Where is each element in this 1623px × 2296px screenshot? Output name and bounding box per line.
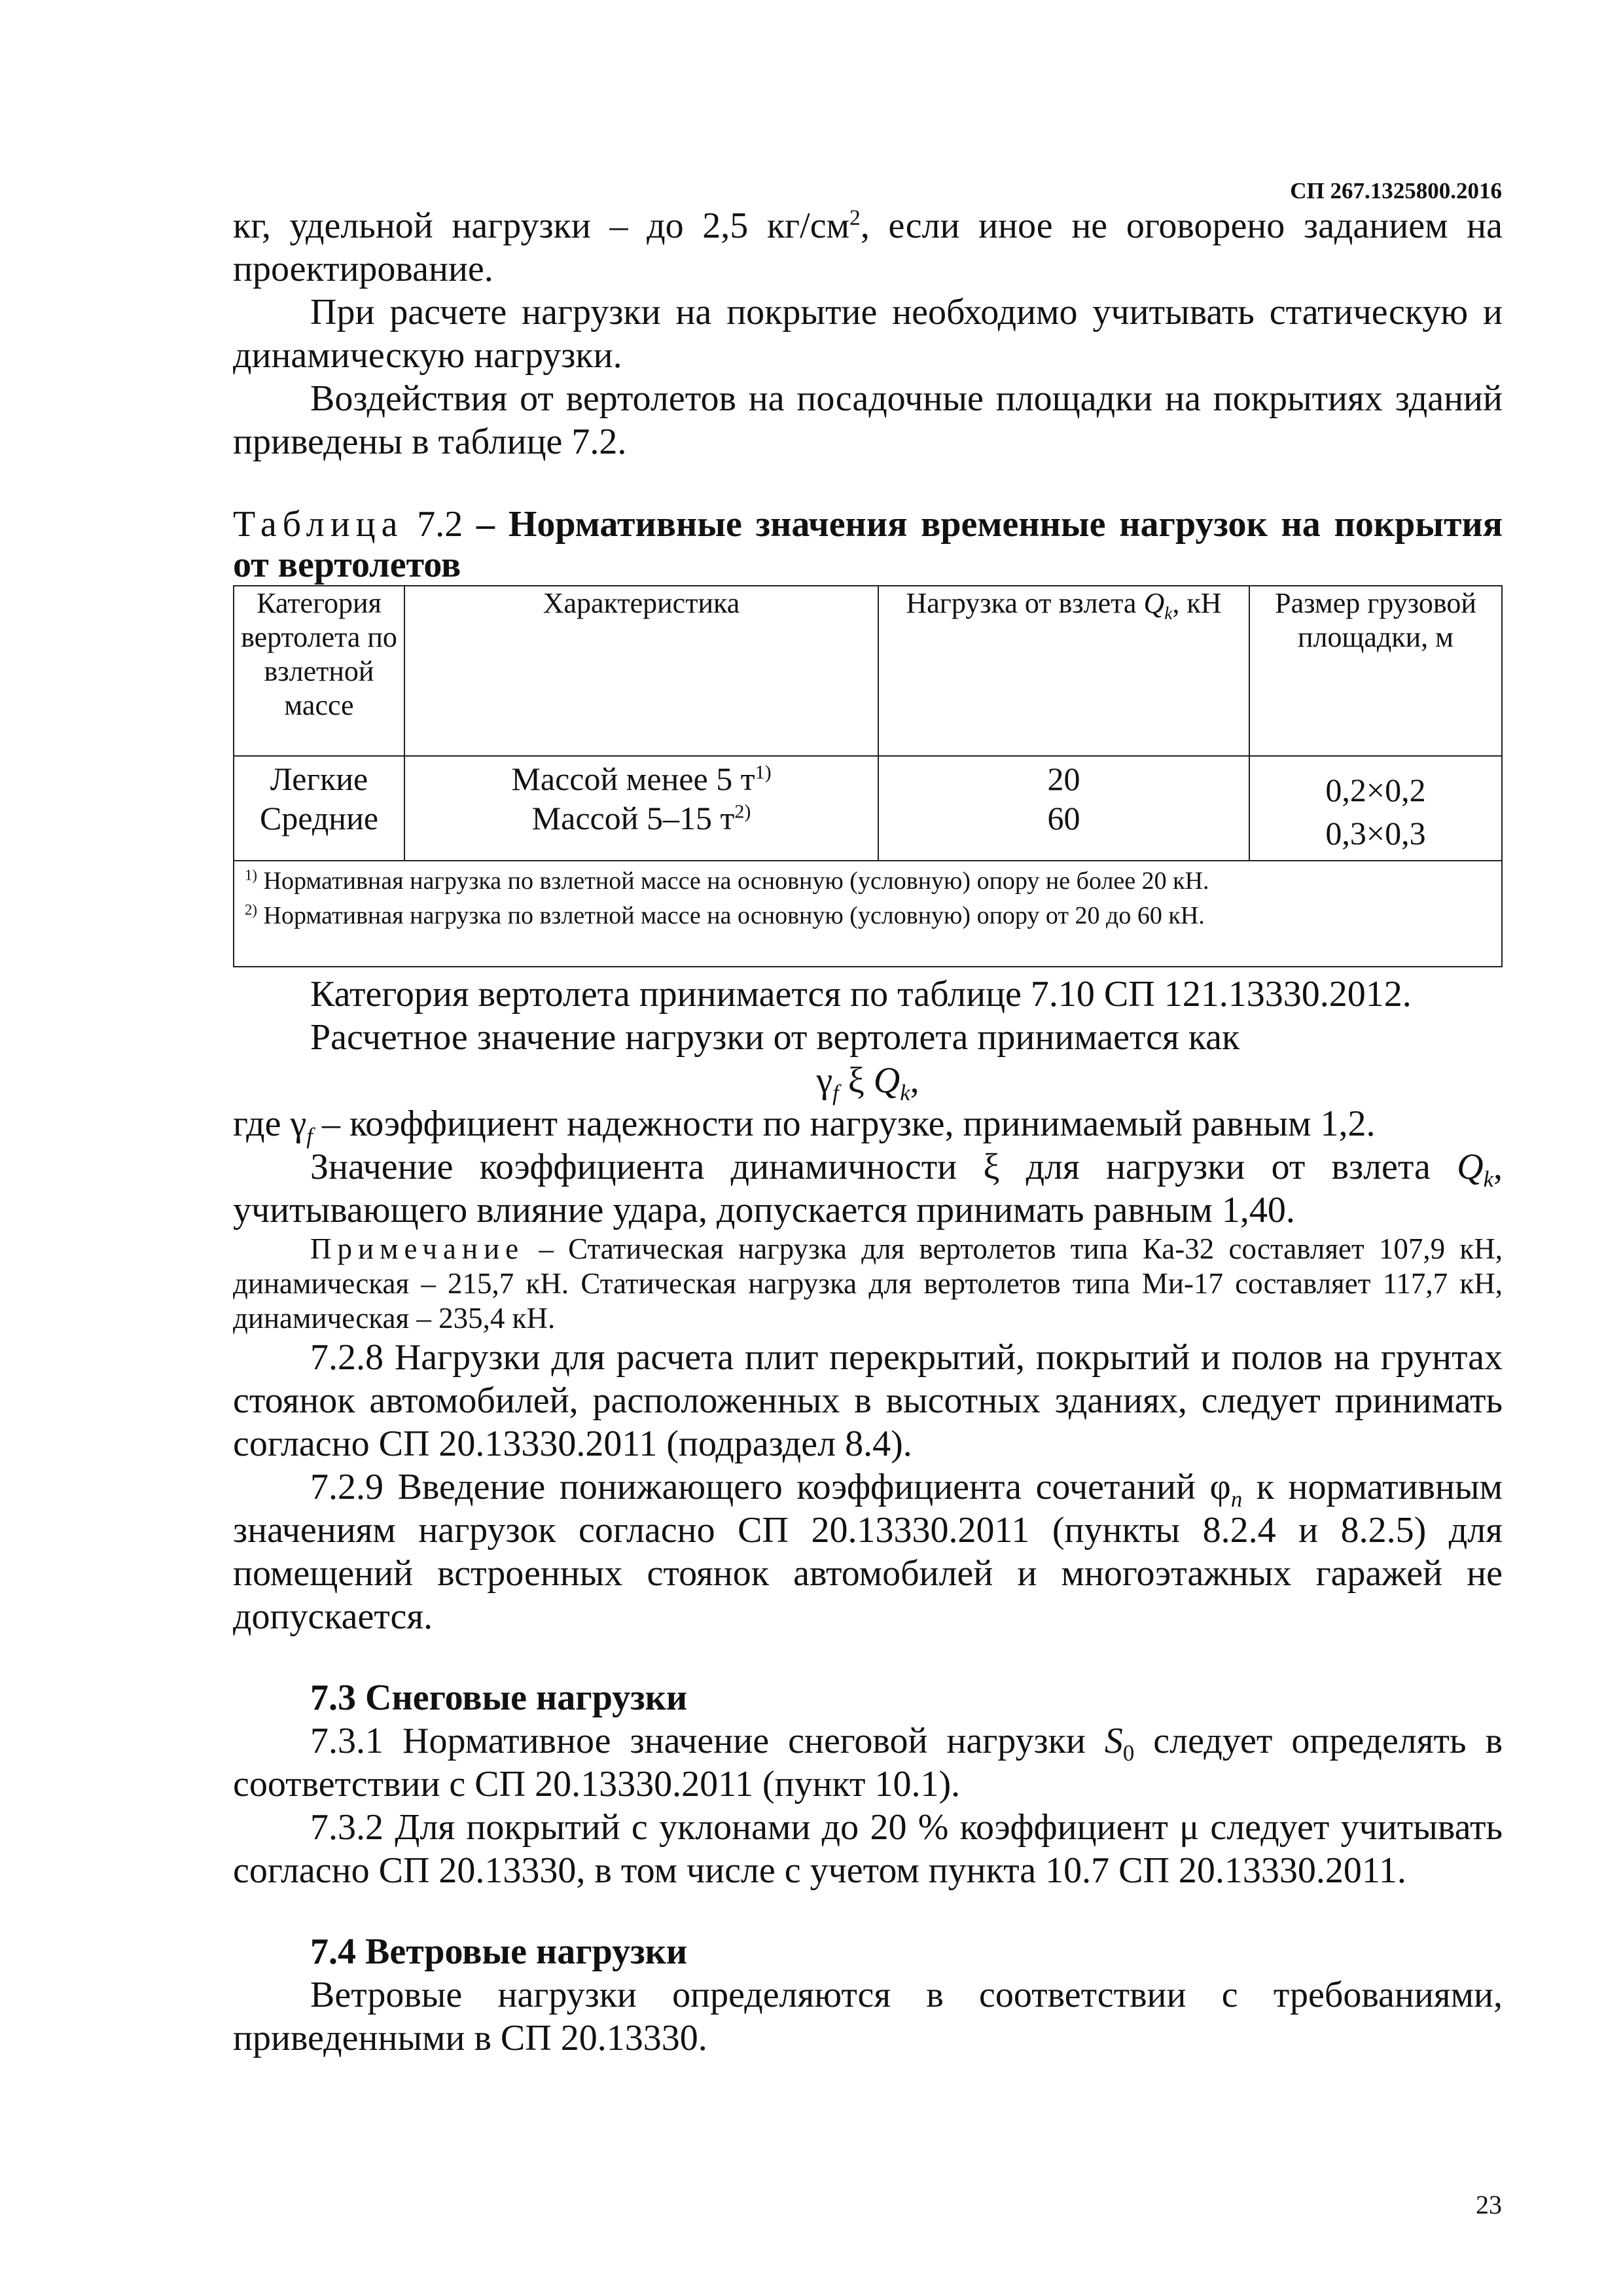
text-span: 7.2.9 Введение понижающего коэффициента сочетаний φ <box>310 1467 1231 1507</box>
characteristic-cell <box>404 756 878 861</box>
text-span: к нормативным значениям нагрузок согласно СП 20.13330.2011 (пункты 8.2.4 и 8.2.5) для помещений встроенных стоянок автомобилей и многоэтажных гаражей не допускается. <box>233 1467 1503 1637</box>
subscript-f: f <box>306 1123 313 1149</box>
section-heading-snow: 7.3 Снеговые нагрузки <box>310 1677 688 1718</box>
symbol-s: S <box>1104 1721 1123 1761</box>
paragraph-7-3-2: 7.3.2 Для покрытий с уклонами до 20 % коэффициент μ следует учитывать согласно СП 20.13330, в том числе с учетом пункта 10.7 СП 20.13330.2011. <box>233 1807 1503 1891</box>
caption-number: 7.2 <box>417 504 463 545</box>
category-light: Легкие <box>270 761 368 797</box>
caption-prefix: Таблица <box>233 504 404 545</box>
category-medium: Средние <box>259 800 379 836</box>
text-span: Массой менее 5 т <box>511 761 755 797</box>
page-number: 23 <box>1476 2190 1502 2219</box>
subscript-n: n <box>1230 1486 1243 1513</box>
load-light: 20 <box>1047 761 1080 797</box>
helicopter-load-table <box>233 585 1503 967</box>
paragraph-design-value: Расчетное значение нагрузки от вертолета принимается как <box>310 1017 1240 1058</box>
table-note-1 <box>245 864 1491 899</box>
text-span: Нормативная нагрузка по взлетной массе на основную (условную) опору от 20 до 60 кН. <box>257 902 1205 929</box>
category-cell <box>234 756 404 861</box>
subscript-f: f <box>832 1080 839 1106</box>
superscript: 2 <box>849 206 861 230</box>
subscript-k: k <box>1483 1166 1493 1193</box>
paragraph-helicopter-impact: Воздействия от вертолетов на посадочные площадки на покрытиях зданий приведены в таблице 7.2. <box>233 378 1503 462</box>
footnote-mark: 2) <box>245 901 257 918</box>
text-span: где γ <box>233 1103 307 1144</box>
caption-dash: – <box>476 504 495 545</box>
characteristic-light <box>410 759 872 798</box>
text-span: Нагрузка от взлета <box>906 587 1144 619</box>
table-header-row <box>234 586 1502 756</box>
paragraph-7-2-9 <box>233 1465 1503 1638</box>
text-span: Нормативная нагрузка по взлетной массе на основную (условную) опору не более 20 кН. <box>257 867 1209 895</box>
document-code: СП 267.1325800.2016 <box>1290 178 1502 204</box>
paragraph-where <box>233 1102 1503 1149</box>
size-medium: 0,3×0,3 <box>1325 815 1426 852</box>
header-category: Категория вертолета по взлетной массе <box>234 586 404 756</box>
paragraph-static-dynamic: При расчете нагрузки на покрытие необходимо учитывать статическую и динамическую нагрузки. <box>233 292 1503 376</box>
paragraph-dynamic-coefficient <box>233 1145 1503 1232</box>
size-cell <box>1249 756 1502 861</box>
note <box>233 1232 1503 1336</box>
text-span: следует определять в соответствии с СП 20.13330.2011 (пункт 10.1). <box>233 1721 1503 1804</box>
header-load <box>878 586 1249 756</box>
symbol-q: Q <box>873 1060 901 1101</box>
text-span: , кН <box>1172 587 1222 619</box>
paragraph-category: Категория вертолета принимается по таблице 7.10 СП 121.13330.2012. <box>310 974 1412 1014</box>
formula <box>233 1059 1503 1106</box>
text-span: 7.3.1 Нормативное значение снеговой нагрузки <box>310 1721 1105 1761</box>
text-span: , учитывающего влияние удара, допускается принимать равным 1,40. <box>233 1147 1503 1230</box>
text-span: – коэффициент надежности по нагрузке, принимаемый равным 1,2. <box>312 1103 1376 1144</box>
paragraph-7-3-1 <box>233 1719 1503 1806</box>
table-data-row <box>234 756 1502 861</box>
table-notes <box>234 861 1502 967</box>
note-label: Примечание <box>310 1232 525 1265</box>
footnote-mark: 1) <box>755 761 772 783</box>
subscript-k: k <box>1164 603 1173 623</box>
subscript-0: 0 <box>1122 1740 1135 1767</box>
paragraph-continuation <box>233 204 1503 291</box>
header-characteristic: Характеристика <box>404 586 878 756</box>
characteristic-medium <box>410 798 872 838</box>
text-span: , если иное не оговорено заданием на проектирование. <box>233 206 1503 289</box>
table-caption <box>233 504 1503 585</box>
symbol-xi: ξ <box>838 1060 874 1101</box>
size-light: 0,2×0,2 <box>1325 772 1426 808</box>
symbol-q: Q <box>1457 1147 1484 1187</box>
paragraph-7-2-8: 7.2.8 Нагрузки для расчета плит перекрытий, покрытий и полов на грунтах стоянок автомобилей, расположенных в высотных зданиях, следует принимать согласно СП 20.13330.2011 (подраздел 8.4). <box>233 1337 1503 1464</box>
footnote-mark: 1) <box>245 867 257 884</box>
table-note-2 <box>245 899 1491 933</box>
footnote-mark: 2) <box>734 800 751 823</box>
subscript-k: k <box>900 1080 910 1106</box>
page-content <box>233 204 1503 2060</box>
table-notes-row <box>234 861 1502 967</box>
text-span: Массой 5–15 т <box>531 800 735 836</box>
caption-title: Нормативные значения временные нагрузок на покрытия от вертолетов <box>233 504 1503 585</box>
text-span: , <box>910 1060 919 1101</box>
section-heading-wind: 7.4 Ветровые нагрузки <box>310 1931 688 1972</box>
text-span: кг, удельной нагрузки – до 2,5 кг/см <box>233 206 850 246</box>
load-cell <box>878 756 1249 861</box>
symbol-gamma: γ <box>816 1060 833 1101</box>
text-span: Значение коэффициента динамичности ξ для нагрузки от взлета <box>310 1147 1457 1187</box>
load-medium: 60 <box>1047 800 1080 836</box>
symbol-q: Q <box>1143 587 1165 619</box>
note-text: – Статическая нагрузка для вертолетов типа Ка-32 составляет 107,9 кН, динамическая – 215,7 кН. Статическая нагрузка для вертолетов типа Ми-17 составляет 117,7 кН, динамическая – 235,4 кН. <box>233 1232 1503 1335</box>
header-area-size: Размер грузовой площадки, м <box>1249 586 1502 756</box>
paragraph-wind: Ветровые нагрузки определяются в соответствии с требованиями, приведенными в СП 20.13330. <box>233 1975 1503 2058</box>
